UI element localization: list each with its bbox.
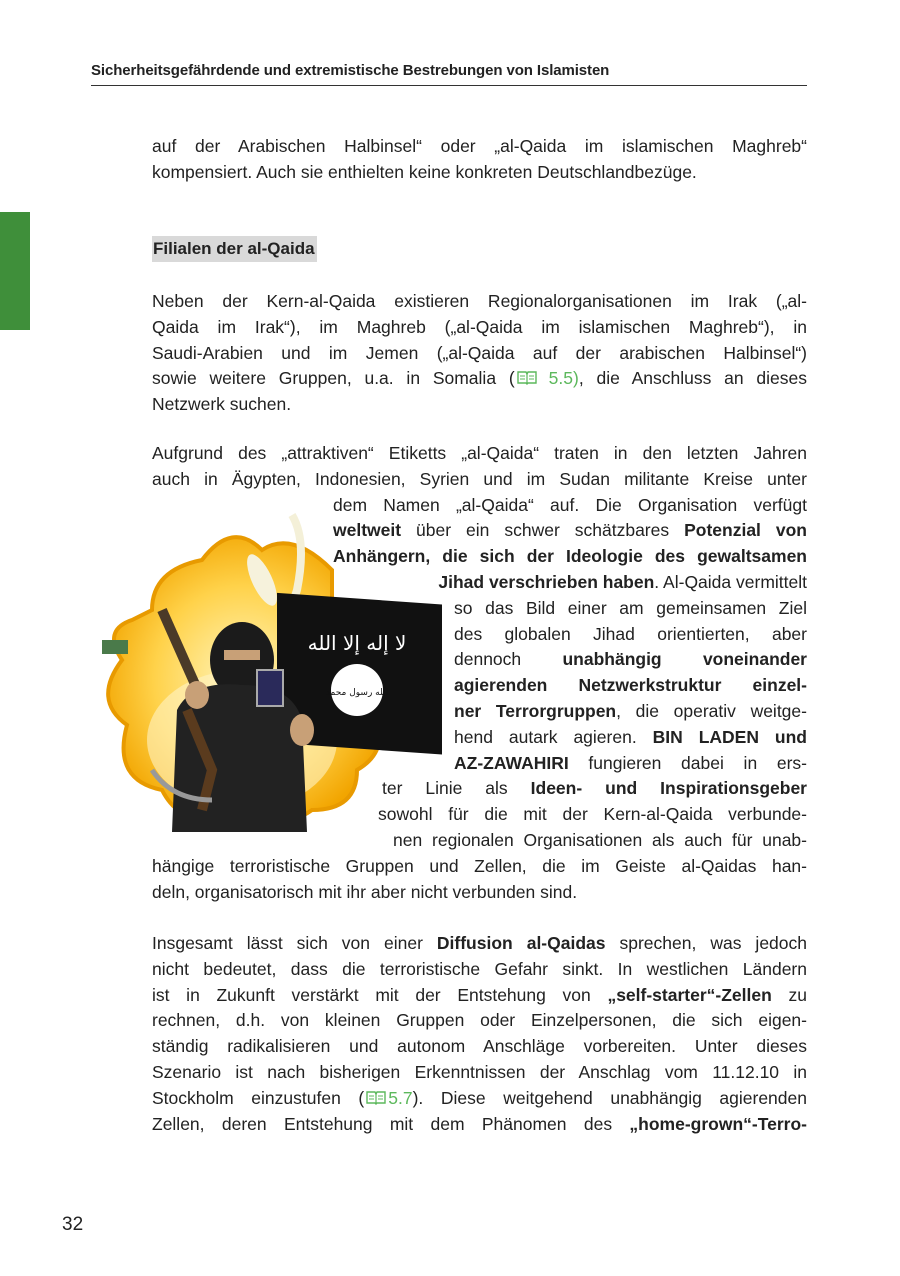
text-line: agierenden Netzwerkstruktur einzel-: [454, 675, 807, 696]
text-line: dem Namen „al-Qaida“ auf. Die Organisation verfügt: [333, 494, 807, 515]
text-line: Aufgrund des „attraktiven“ Etiketts „al-Qaida“ traten in den letzten Jahren: [152, 443, 807, 463]
text-line: Zellen, deren Entstehung mit dem Phänomen des „home-grown“-Terro-: [152, 1113, 807, 1134]
text-line: nicht bedeutet, dass die terroristische Gefahr sinkt. In westlichen Ländern: [152, 958, 807, 979]
running-header: Sicherheitsgefährdende und extremistische Bestrebungen von Islamisten: [91, 62, 807, 86]
text-line: so das Bild einer am gemeinsamen Ziel: [454, 597, 807, 618]
paragraph-filialen: [152, 289, 807, 418]
chapter-tab: [0, 212, 30, 330]
cross-reference-link[interactable]: 5.7: [364, 1088, 412, 1108]
text-line: hängige terroristische Gruppen und Zellen, die im Geiste al-Qaidas han-: [152, 855, 807, 876]
text-line: dennoch unabhängig voneinander: [454, 649, 807, 670]
text-line: nen regionalen Organisationen als auch für unab-: [393, 829, 807, 850]
text-line: auch in Ägypten, Indonesien, Syrien und im Sudan militante Kreise unter: [152, 468, 807, 489]
cross-reference-link[interactable]: 5.5): [515, 368, 579, 388]
text-line: Qaida im Irak“), im Maghreb („al-Qaida im islamischen Maghreb“), in: [152, 316, 807, 337]
text-line: rechnen, d.h. von kleinen Gruppen oder Einzelpersonen, die sich eigen-: [152, 1010, 807, 1031]
text-line: ständig radikalisieren und autonom Anschläge vorbereiten. Unter dieses: [152, 1036, 807, 1057]
text-line: hend autark agieren. BIN LADEN und: [454, 726, 807, 747]
text-line: ner Terrorgruppen, die operativ weitge-: [454, 700, 807, 721]
text-line: Neben der Kern-al-Qaida existieren Regionalorganisationen im Irak („al-: [152, 291, 807, 311]
text-line: Jihad verschrieben haben. Al-Qaida vermittelt: [438, 571, 807, 592]
text-line: ter Linie als Ideen- und Inspirationsgeber: [382, 778, 807, 799]
text-line: Szenario ist nach bisherigen Erkenntnissen der Anschlag vom 11.12.10 in: [152, 1061, 807, 1082]
text-line: deln, organisatorisch mit ihr aber nicht verbunden sind.: [152, 881, 578, 902]
text-line: ist in Zukunft verstärkt mit der Entstehung von „self-starter“-Zellen zu: [152, 984, 807, 1005]
text-line: Insgesamt lässt sich von einer Diffusion al-Qaidas sprechen, was jedoch: [152, 933, 807, 953]
flag-text: لا إله إلا الله: [307, 631, 407, 655]
text-line: Stockholm einzustufen ( 5.7). Diese weitgehend unabhängig agierenden: [152, 1087, 807, 1108]
text-line: sowie weitere Gruppen, u.a. in Somalia ( 5.5), die Anschluss an dieses: [152, 368, 808, 389]
text-line: Netzwerk suchen.: [152, 394, 292, 415]
page-number: 32: [62, 1214, 84, 1235]
text-line: kompensiert. Auch sie enthielten keine konkreten Deutschlandbezüge.: [152, 161, 697, 182]
book-icon: [517, 370, 537, 385]
paragraph-intro: [152, 134, 807, 186]
flag-seal-text: الله رسول محمد: [325, 688, 389, 698]
text-line: AZ-ZAWAHIRI fungieren dabei in ers-: [454, 752, 807, 773]
paragraph-etikett: [152, 441, 807, 905]
text-line: des globalen Jihad orientierten, aber: [454, 623, 807, 644]
section-heading: Filialen der al-Qaida: [152, 236, 317, 262]
paragraph-diffusion: [152, 931, 807, 1137]
text-line: Anhängern, die sich der Ideologie des gewaltsamen: [333, 546, 807, 567]
book-icon: [366, 1090, 386, 1105]
text-line: auf der Arabischen Halbinsel“ oder „al-Qaida im islamischen Maghreb“: [152, 136, 807, 156]
text-line: sowohl für die mit der Kern-al-Qaida verbunde-: [378, 804, 807, 825]
text-line: Saudi-Arabien und im Jemen („al-Qaida auf der arabischen Halbinsel“): [152, 342, 807, 363]
text-line: weltweit über ein schwer schätzbares Potenzial von: [333, 520, 807, 541]
